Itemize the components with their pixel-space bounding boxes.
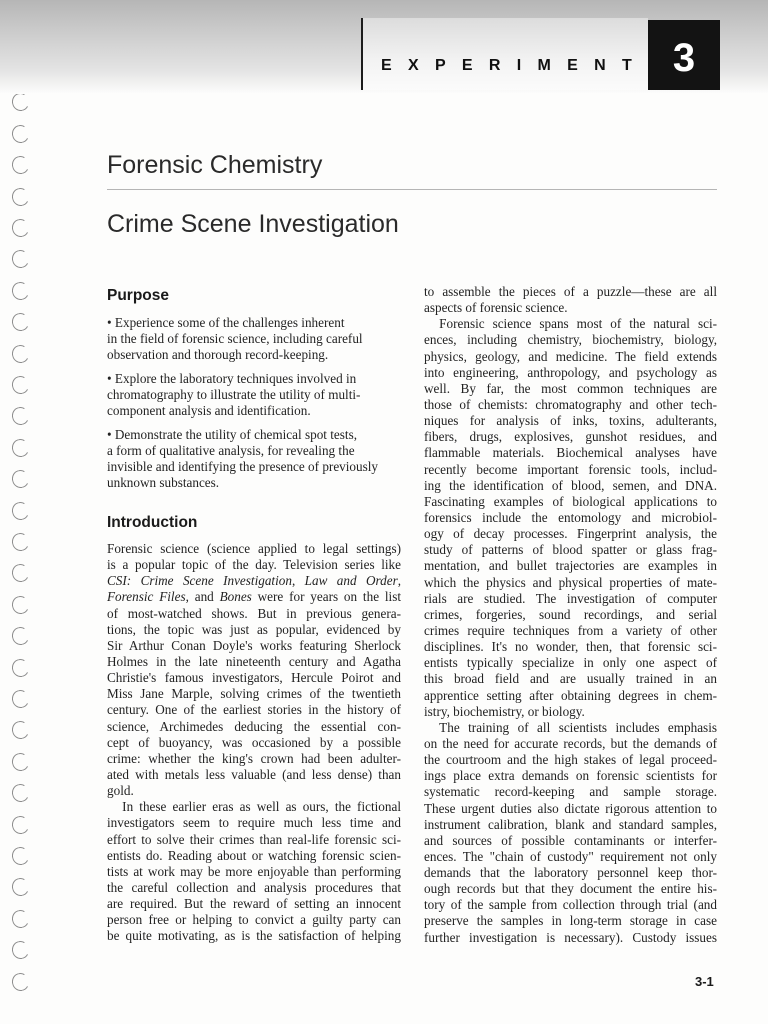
binding-ring <box>10 91 31 113</box>
text-line: the courtroom and the high stakes of legal proceed- <box>424 752 717 768</box>
text-line: forensics include the entomology and microbiol- <box>424 509 717 525</box>
text-line: demands that the laboratory personnel keep thor- <box>424 865 717 881</box>
binding-ring <box>10 500 31 522</box>
binding-ring <box>10 531 31 553</box>
binding-ring <box>10 405 31 427</box>
header-label-panel <box>363 18 648 90</box>
text-line: and sources of possible contaminants or interfer- <box>424 832 717 848</box>
text-line: invisible and identifying the presence of previously <box>107 459 379 475</box>
italic-text: Bones <box>219 589 252 605</box>
text-line: fibers, drugs, explosives, gunshot residues, and <box>424 429 717 445</box>
binding-ring <box>10 217 31 239</box>
text-line: this broad field and are usually trained in an <box>424 671 717 687</box>
text-line: to assemble the pieces of a puzzle—these are all <box>424 284 717 299</box>
binding-ring <box>10 186 31 208</box>
text-line: recently become important forensic tools, includ- <box>424 461 717 477</box>
paragraph <box>424 284 717 316</box>
binding-ring <box>10 343 31 365</box>
italic-text: CSI: Crime Scene Investigation <box>107 573 292 589</box>
binding-ring <box>10 908 31 930</box>
text-line: preserve the samples in long-term storage in case <box>424 913 717 929</box>
purpose-list <box>107 315 401 499</box>
text-line: component analysis and identification. <box>107 403 311 419</box>
italic-text: Forensic Files <box>107 589 186 605</box>
binding-ring <box>10 123 31 145</box>
text-segment: , <box>291 573 305 589</box>
binding-ring <box>10 311 31 333</box>
italic-text: Law and Order <box>304 573 398 589</box>
text-line: gold. <box>107 783 134 799</box>
text-line: ogy of decay processes. Fingerprint analysis, the <box>424 526 717 542</box>
introduction-heading: Introduction <box>107 514 198 531</box>
text-line: study of patterns of blood spatter or glass frag- <box>424 542 717 558</box>
text-segment: were for years on the list <box>251 589 401 605</box>
text-line: are required. But the reward of setting an innocent <box>107 896 401 912</box>
page-number: 3-1 <box>695 974 714 989</box>
text-line: person free or helping to convict a guilty party can <box>107 912 401 928</box>
text-line: investigators seem to require much less time and <box>107 815 401 831</box>
text-line: Fascinating examples of biological applications to <box>424 493 717 509</box>
text-line: of most-watched shows. But in previous genera- <box>107 605 401 621</box>
text-line: systematic record-keeping and sample storage. <box>424 784 717 800</box>
text-line: mentation, and bullet trajectories are examples in <box>424 558 717 574</box>
text-line: disciplines. It's no wonder, then, that forensic sci- <box>424 639 717 655</box>
text-line: ated with metals less valuable (and less dense) than <box>107 766 401 782</box>
text-line: In these earlier eras as well as ours, the fictional <box>122 799 401 815</box>
text-line: a form of qualitative analysis, for revealing the <box>107 443 355 459</box>
binding-ring <box>10 374 31 396</box>
page-title: Forensic Chemistry <box>107 151 323 179</box>
text-line: Forensic science spans most of the natural sci- <box>439 316 717 332</box>
text-line: aspects of forensic science. <box>424 300 568 316</box>
text-line: be quite motivating, as is the satisfaction of helping <box>107 928 401 944</box>
page-subtitle: Crime Scene Investigation <box>107 210 399 238</box>
text-line: ing the identification of blood, semen, and DNA. <box>424 477 717 493</box>
text-line: Miss Jane Marple, solving crimes of the twentieth <box>107 686 401 702</box>
text-line: niques for analysis of inks, toxins, adulterants, <box>424 413 717 429</box>
binding-ring <box>10 280 31 302</box>
text-line: cept of buoyancy, was occasioned by a possible <box>107 734 401 750</box>
text-line: Forensic science (science applied to legal settings) <box>107 541 401 556</box>
text-line: is a popular topic of the day. Television series like <box>107 557 401 573</box>
binding-ring <box>10 814 31 836</box>
text-line: ough records but that they document the entire his- <box>424 881 717 897</box>
text-line: in the field of forensic science, including careful <box>107 331 363 347</box>
text-line: • Experience some of the challenges inherent <box>107 315 345 330</box>
paragraph <box>107 799 401 944</box>
binding-ring <box>10 939 31 961</box>
binding-ring <box>10 562 31 584</box>
binding-ring <box>10 782 31 804</box>
purpose-heading: Purpose <box>107 287 170 304</box>
binding-ring <box>10 719 31 741</box>
text-line: into engineering, anthropology, and psychology as <box>424 364 717 380</box>
experiment-number-box <box>648 20 720 90</box>
text-line: ences. The "chain of custody" requirement not only <box>424 848 717 864</box>
text-line: science, Archimedes deducing the essential con- <box>107 718 401 734</box>
text-line: flammable materials. Biochemical analyses have <box>424 445 717 461</box>
purpose-item <box>107 371 401 419</box>
text-line: those of chemists: chromatography and other tech- <box>424 396 717 412</box>
text-line: century. One of the earliest stories in the history of <box>107 702 401 718</box>
text-segment: , and <box>185 589 220 605</box>
binding-ring <box>10 625 31 647</box>
experiment-label: EXPERIMENT <box>381 57 649 74</box>
purpose-item <box>107 315 401 363</box>
title-divider <box>107 189 717 190</box>
text-line: istry, biochemistry, or biology. <box>424 703 585 719</box>
text-line: Holmes in the late nineteenth century and Agatha <box>107 653 401 669</box>
introduction-left-column <box>107 541 401 945</box>
text-line: chromatography to illustrate the utility of multi- <box>107 387 361 403</box>
binding-ring <box>10 876 31 898</box>
text-line: Christie's famous investigators, Hercule Poirot and <box>107 670 401 686</box>
text-line: crimes require techniques from a variety of other <box>424 622 717 638</box>
text-line: tory of the sample from collection through trial (and <box>424 897 717 913</box>
text-line: entists typically specialize in only one aspect of <box>424 655 717 671</box>
text-line: Sir Arthur Conan Doyle's works featuring Sherlock <box>107 637 401 653</box>
text-line: tions, the topic was just as popular, evidenced by <box>107 621 401 637</box>
text-line: observation and thorough record-keeping. <box>107 347 329 363</box>
purpose-item <box>107 427 401 492</box>
text-line: crime: whether the king's crown had been adulter- <box>107 750 401 766</box>
header-divider <box>361 18 363 90</box>
text-line: rials are studied. The investigation of computer <box>424 590 717 606</box>
text-line: on the need for accurate records, but the demands of <box>424 735 717 751</box>
text-line <box>107 589 401 605</box>
text-line: effort to solve their crimes than real-life forensic sci- <box>107 831 401 847</box>
text-line: apprentice setting after obtaining degrees in chem- <box>424 687 717 703</box>
binding-ring <box>10 971 31 993</box>
text-line: the careful collection and analysis procedures that <box>107 879 401 895</box>
binding-ring <box>10 845 31 867</box>
text-line: which the physics and physical properties of mate- <box>424 574 717 590</box>
text-line: physics, geology, and medicine. The field extends <box>424 348 717 364</box>
binding-ring <box>10 437 31 459</box>
binding-ring <box>10 248 31 270</box>
text-segment: , <box>397 573 402 589</box>
text-line: entists do. Reading about or watching forensic scien- <box>107 847 401 863</box>
text-line: • Explore the laboratory techniques involved in <box>107 371 357 387</box>
text-line: ings place extra demands on forensic scientists for <box>424 768 717 784</box>
paragraph <box>107 541 401 799</box>
introduction-right-column <box>424 284 717 946</box>
binding-ring <box>10 688 31 710</box>
binding-ring <box>10 594 31 616</box>
binding-ring <box>10 468 31 490</box>
text-line: These urgent duties also dictate rigorous attention to <box>424 800 717 816</box>
text-line: further investigation is necessary). Custody issues <box>424 929 717 945</box>
text-line: The training of all scientists includes emphasis <box>439 719 717 735</box>
text-line: instrument calibration, blank and standard samples, <box>424 816 717 832</box>
paragraph <box>424 316 717 720</box>
binding-ring <box>10 751 31 773</box>
text-line: tists at work may be more enjoyable than performing <box>107 863 401 879</box>
text-line: unknown substances. <box>107 475 220 491</box>
experiment-number: 3 <box>672 36 696 80</box>
binding-ring <box>10 154 31 176</box>
paragraph <box>424 720 717 946</box>
text-line: well. By far, the most common techniques are <box>424 380 717 396</box>
text-line <box>107 573 401 589</box>
binding-ring <box>10 657 31 679</box>
text-line: • Demonstrate the utility of chemical spot tests, <box>107 427 357 443</box>
text-line: ences, including chemistry, biochemistry, biology, <box>424 332 717 348</box>
text-line: crimes, forgeries, sound recordings, and serial <box>424 606 717 622</box>
